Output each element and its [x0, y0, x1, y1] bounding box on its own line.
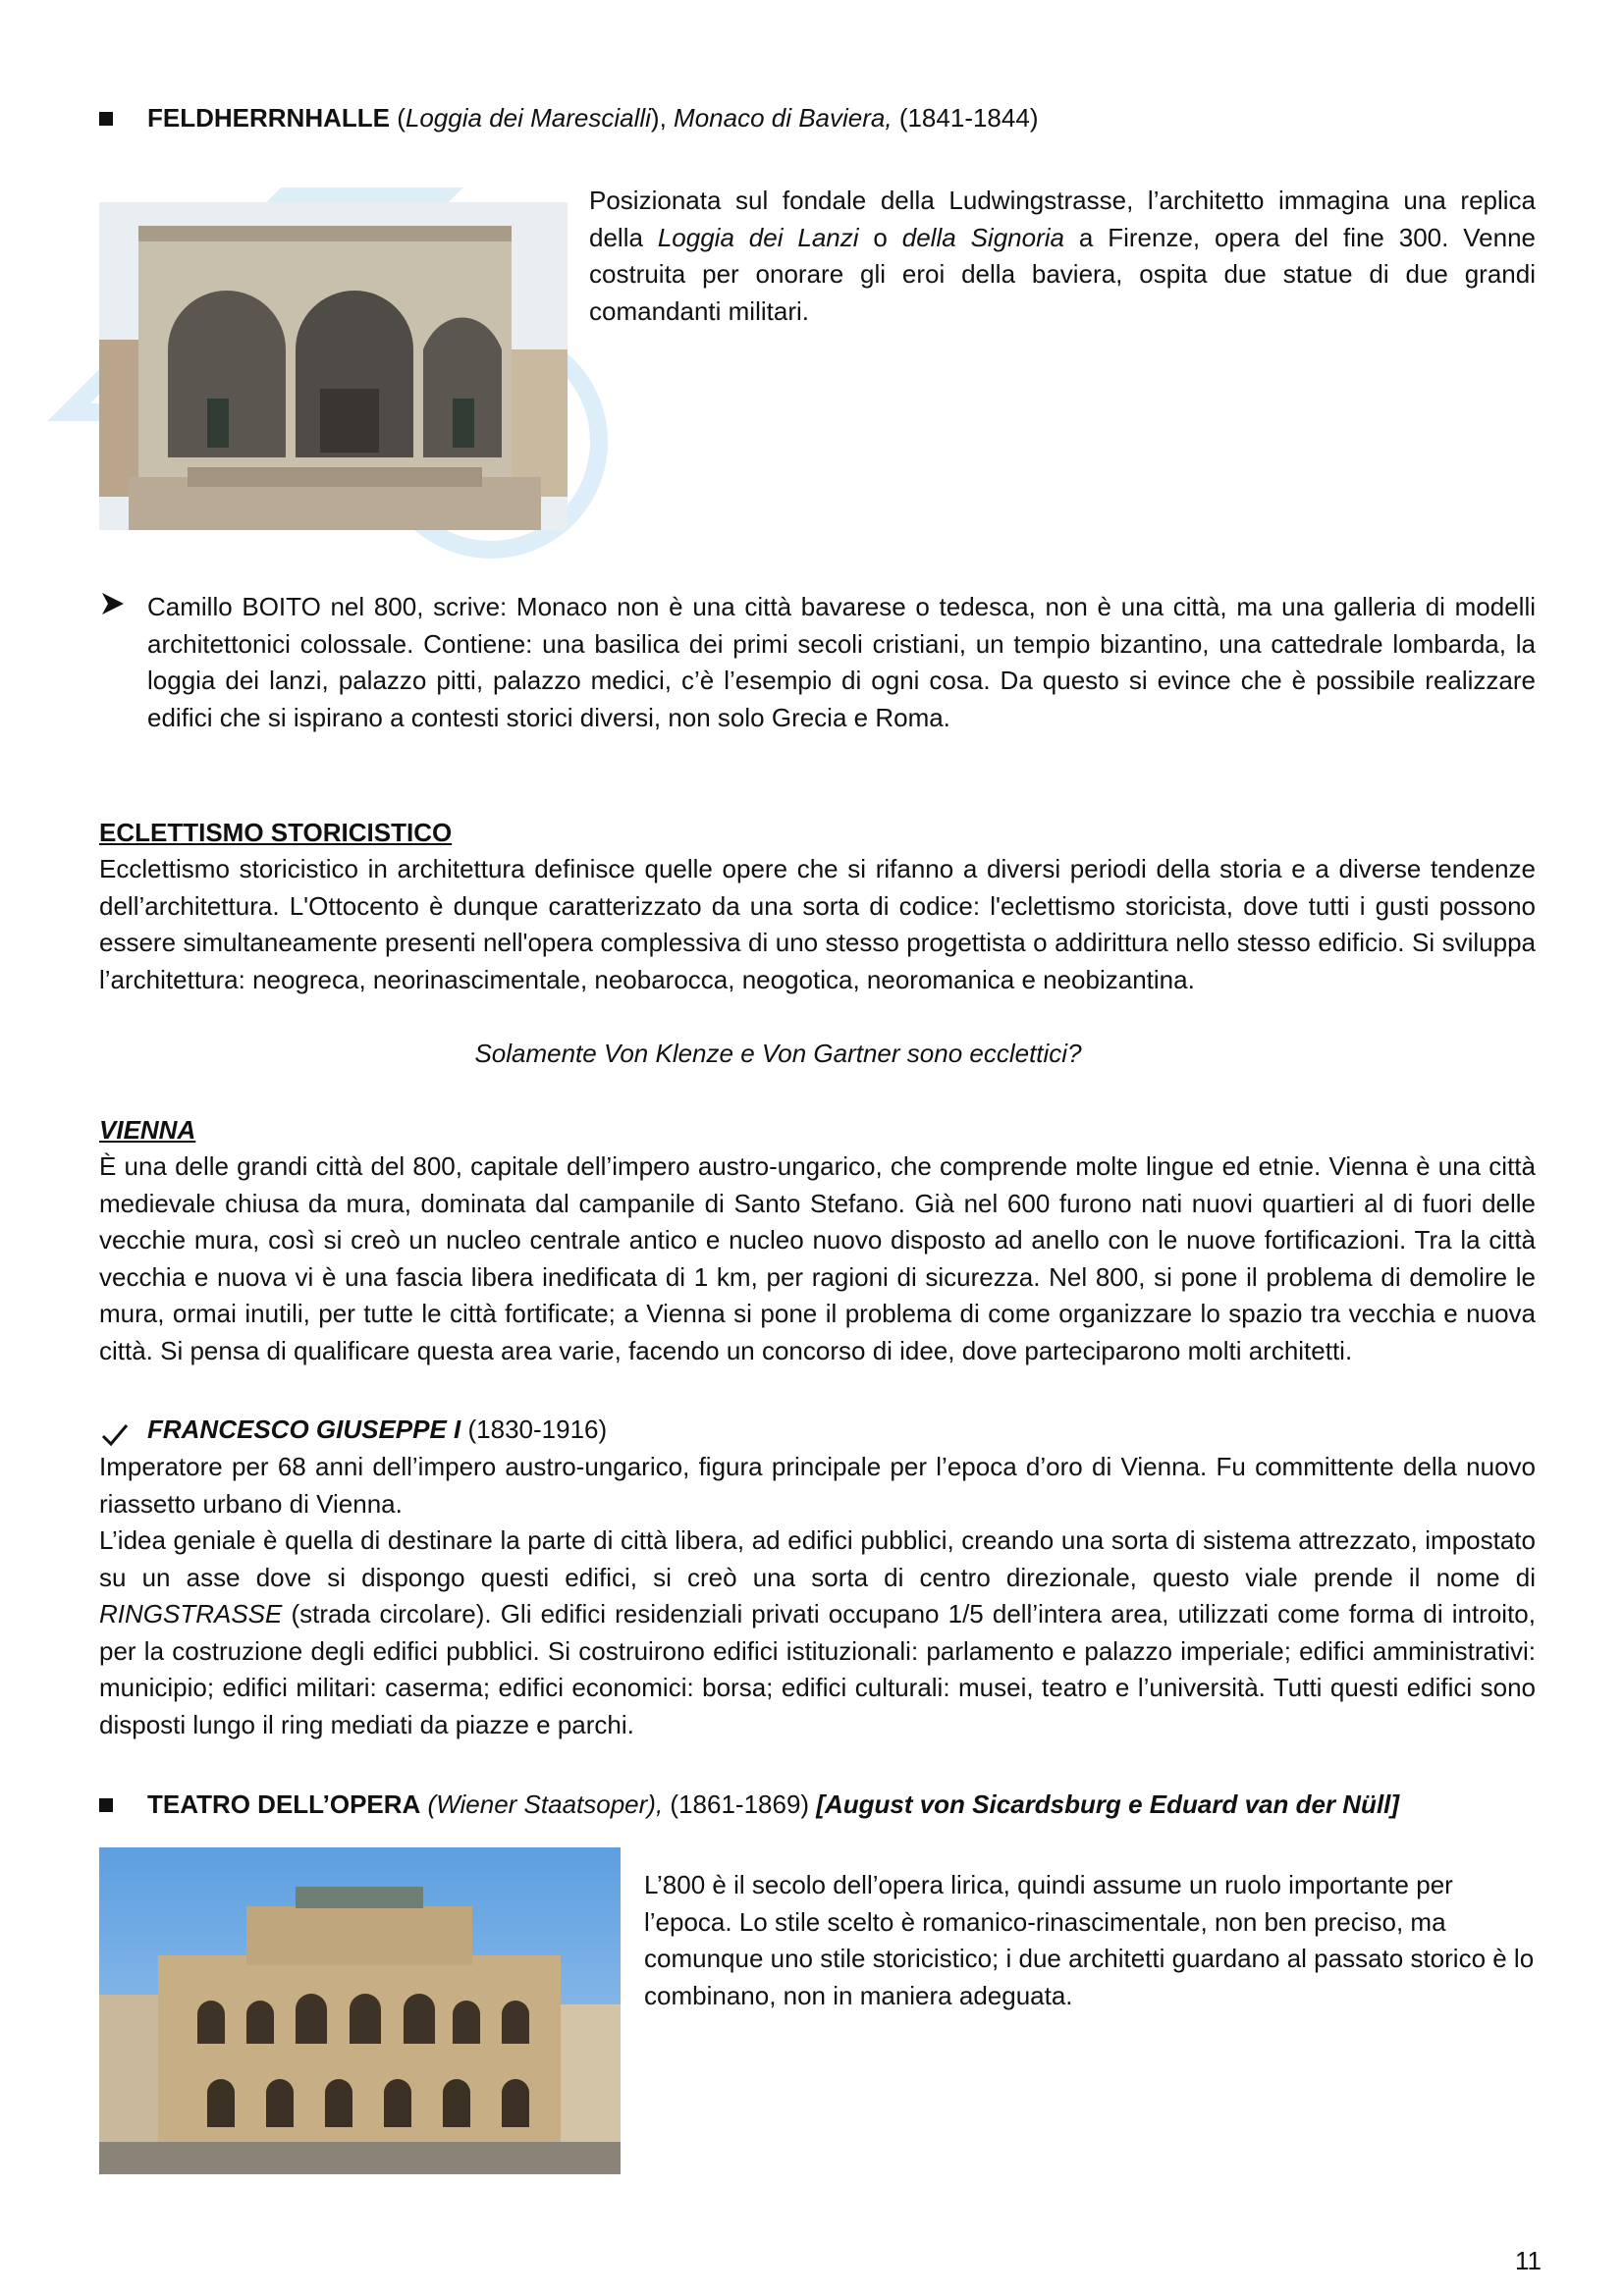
eclettismo-paragraph — [99, 851, 1536, 998]
checkmark-bullet-icon — [100, 1421, 130, 1449]
francesco-paragraph-1 — [99, 1449, 1536, 1522]
teatro-description — [644, 1867, 1536, 2014]
francesco-dates: (1830-1916) — [460, 1415, 608, 1444]
francesco-text-1: Imperatore per 68 anni dell’impero austro-ungarico, figura principale per l’epoca d’oro di Vienna. Fu committente della nuovo riassetto urbano di Vienna. — [99, 1452, 1536, 1519]
feldherrnhalle-title: FELDHERRNHALLE — [147, 103, 390, 133]
opera-photo — [99, 1847, 621, 2174]
feldherrnhalle-text-3: a Firenze, opera del fine 300. Venne costruita per onorare gli eroi della baviera, ospita due statue di due grandi comandanti militari. — [589, 222, 1536, 326]
page-number: 11 — [1515, 2246, 1542, 2275]
vienna-heading-text: VIENNA — [99, 1115, 196, 1145]
feldherrnhalle-text-2: o — [858, 222, 902, 252]
loggia-lanzi-italic: Loggia dei Lanzi — [657, 222, 859, 252]
arrow-bullet-icon — [98, 590, 130, 617]
vienna-paragraph — [99, 1148, 1536, 1369]
ringstrasse-italic: RINGSTRASSE — [99, 1599, 283, 1629]
eclettismo-heading-text: ECLETTISMO STORICISTICO — [99, 818, 453, 847]
signoria-italic: della Signoria — [901, 222, 1064, 252]
bullet-square-icon — [99, 1798, 113, 1812]
boito-paragraph — [147, 589, 1536, 736]
feldherrnhalle-heading — [147, 100, 1532, 137]
francesco-text-2b: (strada circolare). Gli edifici residenziali privati occupano 1/5 dell’intera area, utilizzati come forma di introito, per la costruzione degli edifici pubblici. Si costruirono edifici istituzionali: parlamento e palazzo imperiale; edifici amministrativi: municipio; edifici militari: caserma; edifici economici: borsa; edifici culturali: musei, teatro e l’università. Tutti questi edifici sono disposti lungo il ring mediati da piazze e parchi. — [99, 1599, 1536, 1739]
francesco-name: FRANCESCO GIUSEPPE I — [147, 1415, 461, 1444]
eclettismo-question-text: Solamente Von Klenze e Von Gartner sono ecclettici? — [474, 1039, 1082, 1068]
teatro-heading — [147, 1787, 1536, 1824]
feldherrnhalle-text-1: Posizionata sul fondale della Ludwingstrasse, l’architetto immagina una replica della — [589, 186, 1536, 252]
eclettismo-heading — [99, 815, 1536, 852]
paren-close: ), — [650, 103, 675, 133]
boito-text: Camillo BOITO nel 800, scrive: Monaco non è una città bavarese o tedesca, non è una città, ma una galleria di modelli architettonici colossale. Contiene: una basilica dei primi secoli cristiani, un tempio bizantino, una cattedrale lombarda, la loggia dei lanzi, palazzo pitti, palazzo medici, c’è l’esempio di ogni cosa. Da questo si evince che è possibile realizzare edifici che si ispirano a contesti storici diversi, non solo Grecia e Roma. — [147, 592, 1536, 732]
vienna-text: È una delle grandi città del 800, capitale dell’impero austro-ungarico, che comprende molte lingue ed etnie. Vienna è una città medievale chiusa da mura, dominata dal campanile di Santo Stefano. Già nel 600 furono nati nuovi quartieri al di fuori delle vecchie mura, così si creò un nucleo centrale antico e nucleo nuovo disposto ad anello con le nuove fortificazioni. Tra la città vecchia e nuova vi è una fascia libera inedificata di 1 km, per ragioni di sicurezza. Nel 800, si pone il problema di demolire le mura, ormai inutili, per tutte le città fortificate; a Vienna si pone il problema di come organizzare lo spazio tra vecchia e nuova città. Si pensa di qualificare questa area varie, facendo un concorso di idee, dove parteciparono molti architetti. — [99, 1151, 1536, 1365]
teatro-dates: (1861-1869) — [663, 1789, 817, 1819]
feldherrnhalle-subtitle: Loggia dei Marescialli — [405, 103, 651, 133]
eclettismo-question — [99, 1036, 1536, 1073]
teatro-title: TEATRO DELL’OPERA — [147, 1789, 421, 1819]
teatro-architects: [August von Sicardsburg e Eduard van der Nüll] — [816, 1789, 1400, 1819]
vienna-heading — [99, 1112, 1536, 1149]
teatro-text: L’800 è il secolo dell’opera lirica, quindi assume un ruolo importante per l’epoca. Lo stile scelto è romanico-rinascimentale, non ben preciso, ma comunque uno stile storicistico; i due architetti guardano al passato storico è lo combinano, non in maniera adeguata. — [644, 1870, 1535, 2010]
paren-open: ( — [390, 103, 406, 133]
feldherrnhalle-description — [589, 183, 1536, 330]
feldherrnhalle-city: Monaco di Baviera, — [674, 103, 893, 133]
feldherrnhalle-photo — [99, 202, 568, 530]
francesco-heading — [147, 1412, 1532, 1449]
eclettismo-text: Ecclettismo storicistico in architettura definisce quelle opere che si rifanno a diversi periodi della storia e a diverse tendenze dell’architettura. L'Ottocento è dunque caratterizzato da una sorta di codice: l'eclettismo storicista, dove tutti i gusti possono essere simultaneamente presenti nell'opera complessiva di uno stesso progettista o addirittura nello stesso edificio. Si sviluppa l’architettura: neogreca, neorinascimentale, neobarocca, neogotica, neoromanica e neobizantina. — [99, 854, 1536, 994]
francesco-paragraph-2 — [99, 1522, 1536, 1743]
teatro-subtitle: (Wiener Staatsoper), — [420, 1789, 664, 1819]
francesco-text-2a: L’idea geniale è quella di destinare la parte di città libera, ad edifici pubblici, creando una sorta di sistema attrezzato, impostato su un asse dove si dispongo questi edifici, si creò una sorta di centro direzionale, questo viale prende il nome di — [99, 1525, 1536, 1592]
bullet-square-icon — [99, 112, 113, 126]
feldherrnhalle-dates: (1841-1844) — [892, 103, 1039, 133]
